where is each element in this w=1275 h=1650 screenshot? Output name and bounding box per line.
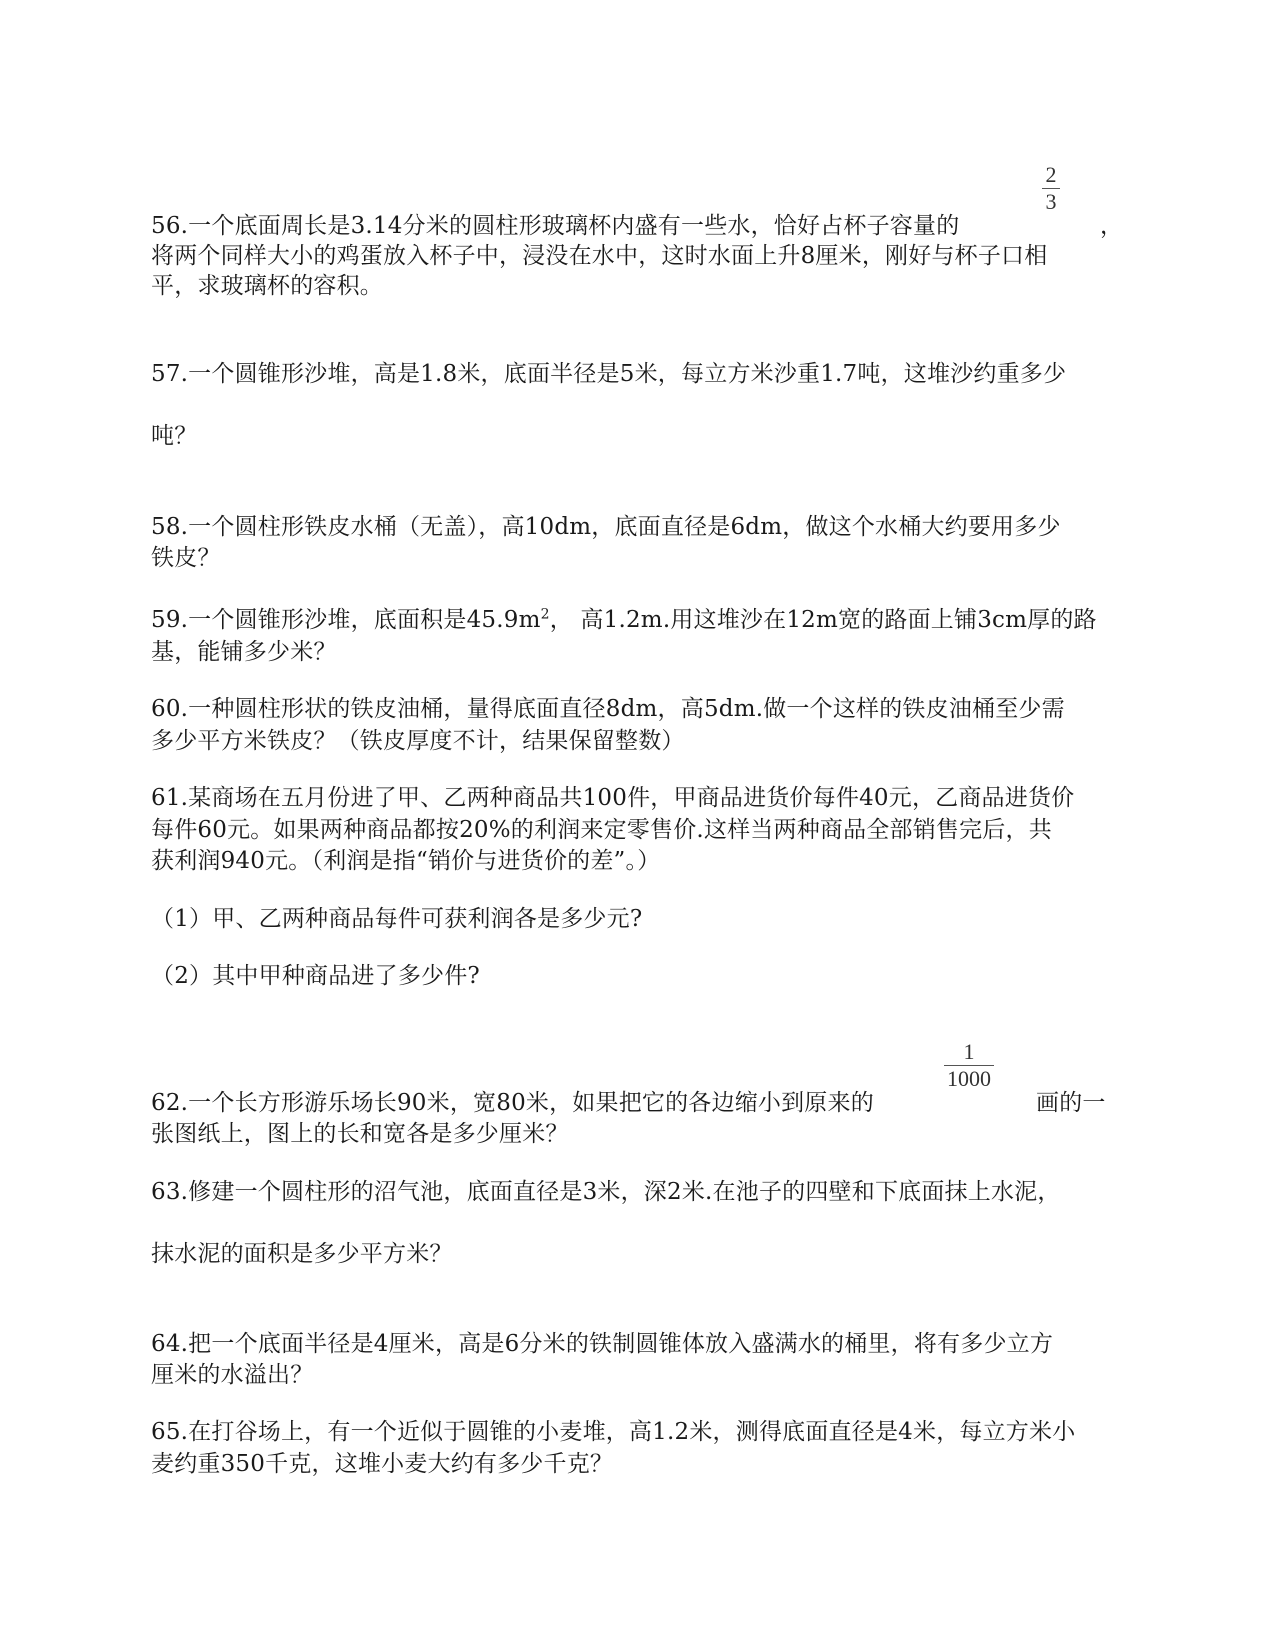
fraction-denominator: 3 bbox=[1045, 189, 1057, 214]
problem-62-line-1-tail: 画的一 bbox=[1036, 1090, 1106, 1116]
fraction-one-thousandth bbox=[944, 1040, 994, 1091]
problem-58-line-1: 58.一个圆柱形铁皮水桶（无盖），高10dm，底面直径是6dm，做这个水桶大约要用多少 bbox=[151, 514, 1061, 540]
problem-63-line-1: 63.修建一个圆柱形的沼气池，底面直径是3米，深2米.在池子的四壁和下底面抹上水泥， bbox=[151, 1179, 1061, 1205]
problem-61-line-3: 获利润940元。（利润是指“销价与进货价的差”。） bbox=[151, 848, 661, 874]
problem-62-line-2: 张图纸上，图上的长和宽各是多少厘米？ bbox=[151, 1121, 569, 1147]
problem-62-line-1: 62.一个长方形游乐场长90米，宽80米，如果把它的各边缩小到原来的 bbox=[151, 1090, 874, 1116]
problem-63-line-2: 抹水泥的面积是多少平方米？ bbox=[151, 1241, 453, 1267]
problem-65-line-2: 麦约重350千克，这堆小麦大约有多少千克？ bbox=[151, 1451, 614, 1477]
superscript-two: 2 bbox=[540, 606, 550, 623]
problem-64-line-2: 厘米的水溢出？ bbox=[151, 1362, 314, 1388]
problem-59-text-a: 59.一个圆锥形沙堆，底面积是45.9m bbox=[151, 607, 541, 633]
problem-61-sub-question-1: （1）甲、乙两种商品每件可获利润各是多少元? bbox=[151, 906, 643, 932]
problem-57-line-2: 吨？ bbox=[151, 423, 198, 449]
fraction-denominator: 1000 bbox=[947, 1066, 991, 1091]
problem-58-line-2: 铁皮？ bbox=[151, 545, 221, 571]
problem-59-line-1 bbox=[151, 604, 1097, 636]
problem-61-sub-question-2: （2）其中甲种商品进了多少件? bbox=[151, 963, 480, 989]
fraction-two-thirds bbox=[1042, 163, 1060, 214]
problem-56-comma: ， bbox=[1100, 213, 1124, 239]
problem-59-text-b: ， 高1.2m.用这堆沙在12m宽的路面上铺3cm厚的路 bbox=[549, 607, 1097, 633]
problem-64-line-1: 64.把一个底面半径是4厘米，高是6分米的铁制圆锥体放入盛满水的桶里，将有多少立方 bbox=[151, 1331, 1054, 1357]
problem-59-line-2: 基，能铺多少米？ bbox=[151, 639, 337, 665]
fraction-numerator: 2 bbox=[1045, 162, 1057, 187]
problem-60-line-2: 多少平方米铁皮？（铁皮厚度不计，结果保留整数） bbox=[151, 728, 685, 754]
problem-57-line-1: 57.一个圆锥形沙堆，高是1.8米，底面半径是5米，每立方米沙重1.7吨，这堆沙约重多少 bbox=[151, 361, 1067, 387]
problem-65-line-1: 65.在打谷场上，有一个近似于圆锥的小麦堆，高1.2米，测得底面直径是4米，每立方米小 bbox=[151, 1419, 1076, 1445]
fraction-numerator: 1 bbox=[963, 1039, 975, 1064]
problem-56-line-1: 56.一个底面周长是3.14分米的圆柱形玻璃杯内盛有一些水，恰好占杯子容量的 bbox=[151, 213, 960, 239]
problem-61-line-2: 每件60元。如果两种商品都按20%的利润来定零售价.这样当两种商品全部销售完后，共 bbox=[151, 817, 1052, 843]
problem-60-line-1: 60.一种圆柱形状的铁皮油桶，量得底面直径8dm，高5dm.做一个这样的铁皮油桶至少需 bbox=[151, 696, 1065, 722]
problem-56-line-3: 平，求玻璃杯的容积。 bbox=[151, 273, 383, 299]
problem-56-line-2: 将两个同样大小的鸡蛋放入杯子中，浸没在水中，这时水面上升8厘米，刚好与杯子口相 bbox=[151, 243, 1048, 269]
problem-61-line-1: 61.某商场在五月份进了甲、乙两种商品共100件，甲商品进货价每件40元，乙商品进货价 bbox=[151, 785, 1075, 811]
